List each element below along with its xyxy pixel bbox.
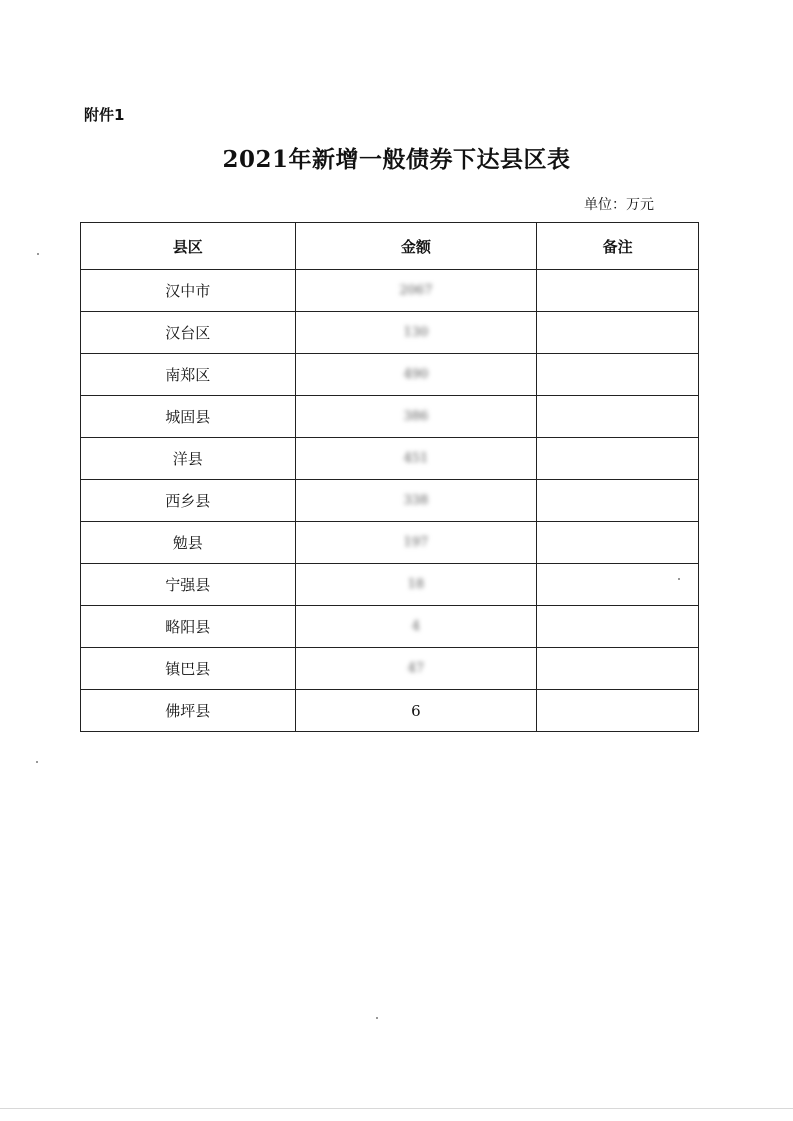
note-cell [537, 312, 699, 354]
amount-cell: 130 [295, 312, 537, 354]
county-cell: 略阳县 [81, 606, 296, 648]
amount-cell: 6 [295, 690, 537, 732]
amount-cell: 386 [295, 396, 537, 438]
table-row [81, 564, 699, 606]
county-cell: 汉台区 [81, 312, 296, 354]
amount-cell: 18 [295, 564, 537, 606]
scan-speck [37, 253, 39, 255]
table-row [81, 480, 699, 522]
scan-speck [36, 761, 38, 763]
amount-cell: 47 [295, 648, 537, 690]
attachment-label: 附件1 [84, 106, 125, 124]
table-row [81, 606, 699, 648]
table-row [81, 396, 699, 438]
note-cell [537, 564, 699, 606]
amount-cell: 338 [295, 480, 537, 522]
note-cell [537, 270, 699, 312]
county-cell: 城固县 [81, 396, 296, 438]
county-cell: 勉县 [81, 522, 296, 564]
table-row [81, 354, 699, 396]
table-row [81, 438, 699, 480]
note-cell [537, 648, 699, 690]
table-row [81, 648, 699, 690]
table-header-row [81, 223, 699, 270]
scan-speck [376, 1017, 378, 1019]
header-amount: 金额 [295, 223, 537, 270]
note-cell [537, 438, 699, 480]
note-cell [537, 396, 699, 438]
county-cell: 佛坪县 [81, 690, 296, 732]
county-cell: 镇巴县 [81, 648, 296, 690]
document-title: 2021年新增一般债券下达县区表 [222, 146, 571, 173]
note-cell [537, 354, 699, 396]
amount-cell: 2067 [295, 270, 537, 312]
note-cell [537, 606, 699, 648]
county-cell: 宁强县 [81, 564, 296, 606]
table-row [81, 690, 699, 732]
bond-allocation-table [80, 222, 699, 732]
county-cell: 洋县 [81, 438, 296, 480]
county-cell: 南郑区 [81, 354, 296, 396]
table-row [81, 270, 699, 312]
amount-cell: 451 [295, 438, 537, 480]
header-note: 备注 [537, 223, 699, 270]
amount-cell: 197 [295, 522, 537, 564]
note-cell [537, 480, 699, 522]
county-cell: 西乡县 [81, 480, 296, 522]
note-cell [537, 522, 699, 564]
amount-cell: 4 [295, 606, 537, 648]
scan-edge-line [0, 1108, 793, 1109]
scan-speck [678, 578, 680, 580]
table-row [81, 312, 699, 354]
unit-label: 单位：万元 [584, 197, 654, 213]
county-cell: 汉中市 [81, 270, 296, 312]
header-county: 县区 [81, 223, 296, 270]
amount-cell: 490 [295, 354, 537, 396]
table-row [81, 522, 699, 564]
note-cell [537, 690, 699, 732]
